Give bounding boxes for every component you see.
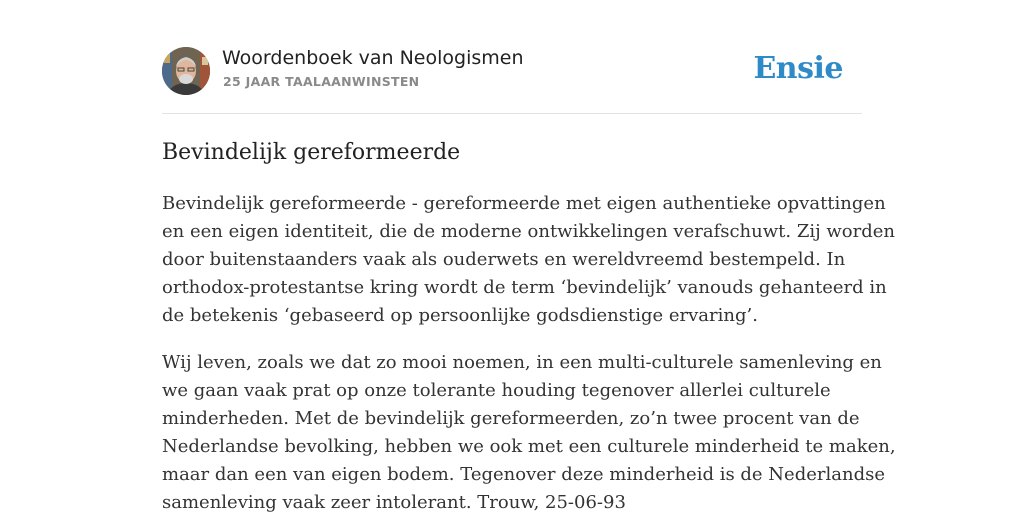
ensie-logo[interactable]: Ensie bbox=[753, 51, 843, 86]
text-line: door buitenstaanders vaak als ouderwets en wereldvreemd bestempeld. In bbox=[162, 249, 846, 270]
header bbox=[162, 46, 862, 96]
text-line: orthodox-protestantse kring wordt de term ‘bevindelijk’ vanouds gehanteerd in bbox=[162, 277, 887, 298]
article-title: Bevindelijk gereformeerde bbox=[162, 140, 461, 165]
text-line: Bevindelijk gereformeerde - gereformeerde met eigen authentieke opvattingen bbox=[162, 193, 886, 214]
author-name-link[interactable]: Woordenboek van Neologismen bbox=[222, 47, 524, 69]
text-line: Wij leven, zoals we dat zo mooi noemen, in een multi-culturele samenleving en bbox=[162, 352, 882, 373]
header-divider bbox=[162, 113, 862, 114]
text-line: we gaan vaak prat op onze tolerante houding tegenover allerlei culturele bbox=[162, 380, 831, 401]
text-line: de betekenis ‘gebaseerd op persoonlijke godsdienstige ervaring’. bbox=[162, 305, 758, 326]
text-line: samenleving vaak zeer intolerant. Trouw, 25-06-93 bbox=[162, 492, 626, 512]
author-avatar[interactable] bbox=[162, 47, 210, 95]
paragraph-quote bbox=[162, 349, 896, 512]
author-portrait-icon bbox=[162, 47, 210, 95]
text-line: en een eigen identiteit, die de moderne ontwikkelingen verafschuwt. Zij worden bbox=[162, 221, 895, 242]
article-body bbox=[162, 190, 896, 512]
author-subtitle: 25 JAAR TAALAANWINSTEN bbox=[223, 74, 420, 89]
paragraph-definition bbox=[162, 190, 895, 330]
text-line: minderheden. Met de bevindelijk gereformeerden, zo’n twee procent van de bbox=[162, 408, 860, 429]
text-line: maar dan een van eigen bodem. Tegenover deze minderheid is de Nederlandse bbox=[162, 464, 885, 485]
text-line: Nederlandse bevolking, hebben we ook met een culturele minderheid te maken, bbox=[162, 436, 896, 457]
